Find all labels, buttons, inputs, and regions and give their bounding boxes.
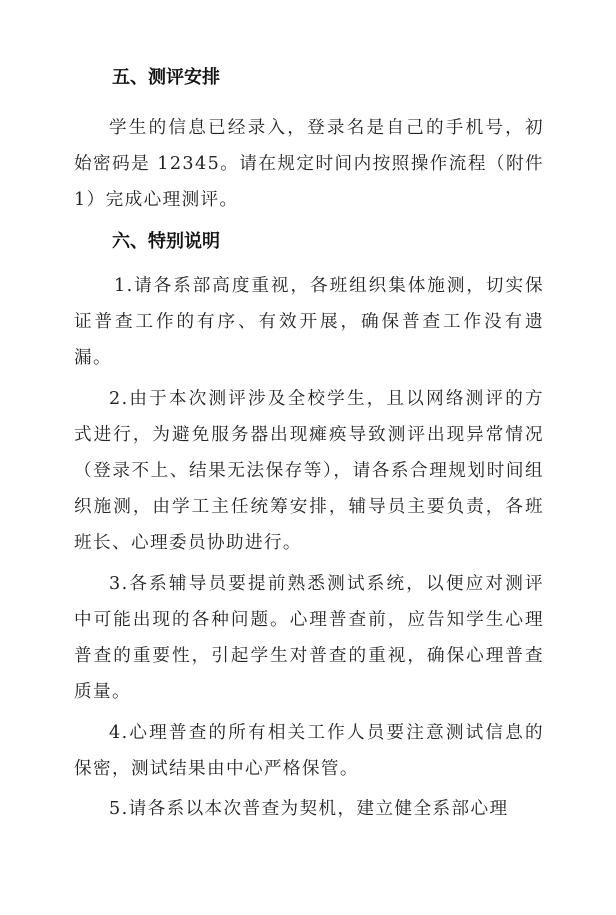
paragraph-note-5: 5.请各系以本次普查为契机，建立健全系部心理 <box>109 799 509 819</box>
paragraph-note-3: 3.各系辅导员要提前熟悉测试系统，以便应对测评中可能出现的各种问题。心理普查前，应告知学生心理普查的重要性，引起学生对普查的重视，确保心理普查质量。 <box>74 574 544 702</box>
section-heading-evaluation-arrangement: 五、测评安排 <box>112 67 220 88</box>
paragraph-note-2: 2.由于本次测评涉及全校学生，且以网络测评的方式进行，为避免服务器出现瘫痪导致测评出现异常情况（登录不上、结果无法保存等），请各系合理规划时间组织施测，由学工主任统筹安排，辅导员主要负责，各班班长、心理委员协助进行。 <box>74 389 544 553</box>
section-heading-special-notes: 六、特别说明 <box>112 231 220 252</box>
paragraph-login-info: 学生的信息已经录入，登录名是自己的手机号，初始密码是 12345。请在规定时间内按照操作流程（附件 1）完成心理测评。 <box>74 118 544 210</box>
paragraph-note-1: 1.请各系部高度重视，各班组织集体施测，切实保证普查工作的有序、有效开展，确保普查工作没有遗漏。 <box>74 276 544 368</box>
paragraph-note-4: 4.心理普查的所有相关工作人员要注意测试信息的保密，测试结果由中心严格保管。 <box>74 723 544 779</box>
